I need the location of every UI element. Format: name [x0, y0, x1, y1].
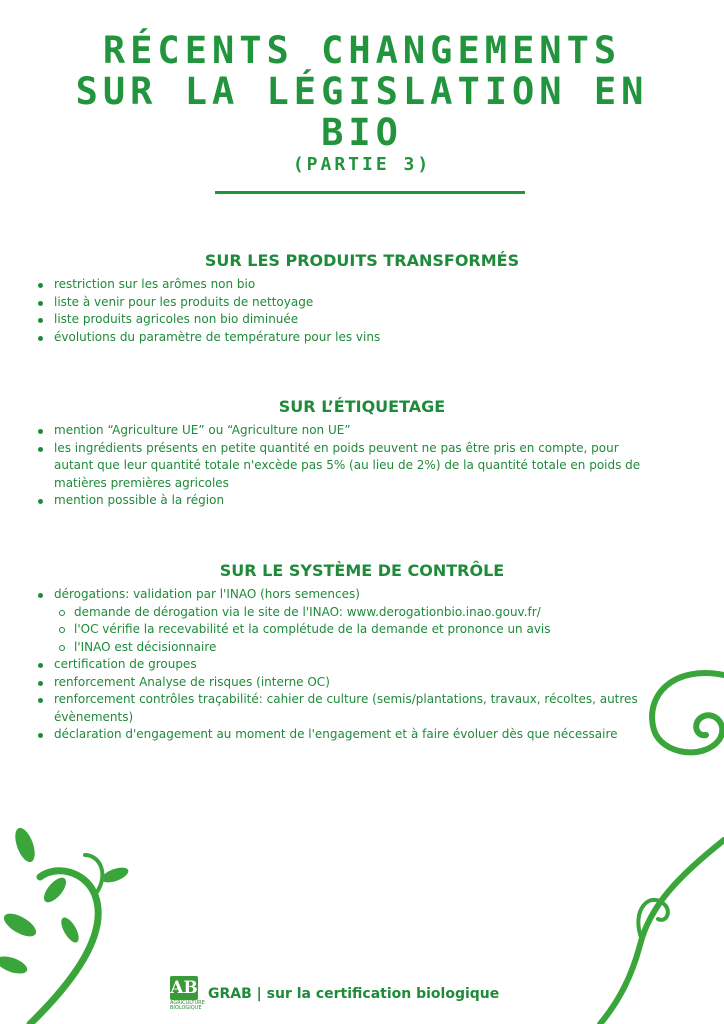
bullet-list: [0, 422, 654, 510]
list-item: certification de groupes: [54, 656, 654, 674]
bullet-list: [0, 586, 654, 744]
sub-list-item: l'OC vérifie la recevabilité et la complétude de la demande et prononce un avis: [74, 621, 654, 639]
title-line-3: BIO: [321, 111, 403, 154]
footer-text: GRAB | sur la certification biologique: [208, 986, 500, 1002]
list-item: mention “Agriculture UE” ou “Agriculture non UE”: [54, 422, 654, 440]
ab-logo-caption: AGRICULTURE BIOLOGIQUE: [170, 1000, 205, 1011]
list-item: renforcement contrôles traçabilité: cahier de culture (semis/plantations, travaux, récoltes, autres évènements): [54, 691, 654, 726]
list-item: [54, 586, 654, 656]
section-heading: SUR L’ÉTIQUETAGE: [278, 397, 446, 416]
list-item: évolutions du paramètre de température pour les vins: [54, 329, 654, 347]
list-item: les ingrédients présents en petite quantité en poids peuvent ne pas être pris en compte, pour autant que leur quantité totale n'excède pas 5% (au lieu de 2%) de la quantité totale en poids de matières premières agricoles: [54, 440, 654, 493]
title-line-2: SUR LA LÉGISLATION EN: [75, 70, 649, 113]
bullet-list: [0, 276, 654, 346]
list-item: liste à venir pour les produits de nettoyage: [54, 294, 654, 312]
section-produits-transformes: [0, 251, 724, 346]
page-title: [0, 30, 724, 153]
section-etiquetage: [0, 397, 724, 510]
sub-list-item: demande de dérogation via le site de l'INAO: www.derogationbio.inao.gouv.fr/: [74, 604, 654, 622]
ab-logo-icon: [170, 976, 205, 1012]
list-item: déclaration d'engagement au moment de l'engagement et à faire évoluer dès que nécessaire: [54, 726, 654, 744]
section-systeme-controle: [0, 561, 724, 744]
list-item: restriction sur les arômes non bio: [54, 276, 654, 294]
title-divider: [215, 191, 525, 194]
sub-list-item: l'INAO est décisionnaire: [74, 639, 654, 657]
vine-decoration-right: [634, 655, 724, 765]
ab-logo-mark: AB: [170, 978, 198, 998]
section-heading: SUR LE SYSTÈME DE CONTRÔLE: [219, 561, 505, 580]
section-heading: SUR LES PRODUITS TRANSFORMÉS: [204, 251, 520, 270]
vine-decoration-bottom-left: [0, 815, 140, 1024]
page-subtitle: (PARTIE 3): [292, 154, 432, 175]
vine-decoration-bottom-right: [580, 835, 724, 1024]
list-item: liste produits agricoles non bio diminuée: [54, 311, 654, 329]
list-item: mention possible à la région: [54, 492, 654, 510]
footer: [170, 974, 499, 1014]
list-item-text: dérogations: validation par l'INAO (hors semences): [54, 587, 360, 601]
sub-bullet-list: [54, 604, 654, 657]
title-line-1: RÉCENTS CHANGEMENTS: [102, 29, 622, 72]
list-item: renforcement Analyse de risques (interne OC): [54, 674, 654, 692]
